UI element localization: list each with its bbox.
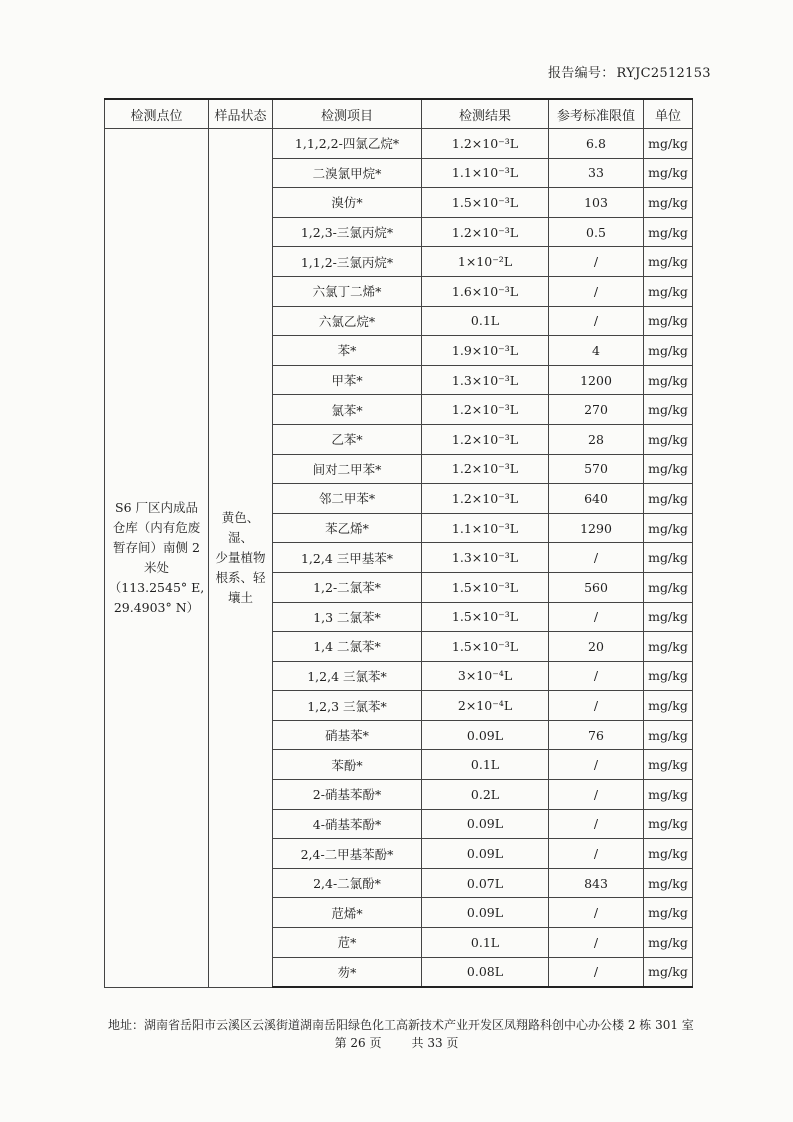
- result-cell: 1.1×10⁻³L: [422, 158, 549, 188]
- test-item-cell: 二溴氯甲烷*: [273, 158, 422, 188]
- test-item-cell: 甲苯*: [273, 365, 422, 395]
- sample-state-line: 根系、轻: [215, 569, 266, 585]
- report-number-label: 报告编号：: [548, 66, 615, 81]
- test-item-cell: 1,2,4 三甲基苯*: [273, 543, 422, 573]
- result-cell: 1.3×10⁻³L: [422, 365, 549, 395]
- limit-cell: 1290: [549, 513, 644, 543]
- limit-cell: 270: [549, 395, 644, 425]
- limit-cell: 4: [549, 336, 644, 366]
- sampling-site-line: （113.2545° E,: [108, 579, 205, 595]
- table-body: [105, 129, 693, 988]
- unit-cell: mg/kg: [644, 809, 693, 839]
- unit-cell: mg/kg: [644, 306, 693, 336]
- limit-cell: /: [549, 306, 644, 336]
- column-header-sample-state: 样品状态: [209, 99, 273, 129]
- test-item-cell: 苯酚*: [273, 750, 422, 780]
- column-header-site: 检测点位: [105, 99, 209, 129]
- footer-address: 地址：湖南省岳阳市云溪区云溪街道湖南岳阳绿色化工高新技术产业开发区凤翔路科创中心办公楼 2 栋 301 室: [108, 1018, 694, 1032]
- column-header-test-item: 检测项目: [273, 99, 422, 129]
- result-cell: 1.5×10⁻³L: [422, 632, 549, 662]
- limit-cell: 103: [549, 188, 644, 218]
- test-item-cell: 间对二甲苯*: [273, 454, 422, 484]
- test-item-cell: 1,2,4 三氯苯*: [273, 661, 422, 691]
- test-item-cell: 1,2,3 三氯苯*: [273, 691, 422, 721]
- unit-cell: mg/kg: [644, 839, 693, 869]
- column-header-result: 检测结果: [422, 99, 549, 129]
- unit-cell: mg/kg: [644, 188, 693, 218]
- column-header-limit: 参考标准限值: [549, 99, 644, 129]
- test-item-cell: 1,2-二氯苯*: [273, 572, 422, 602]
- page-total: 共 33 页: [411, 1036, 459, 1050]
- result-cell: 1.5×10⁻³L: [422, 188, 549, 218]
- result-cell: 0.1L: [422, 928, 549, 958]
- report-number-value: RYJC2512153: [616, 66, 711, 81]
- limit-cell: 570: [549, 454, 644, 484]
- result-cell: 1.2×10⁻³L: [422, 424, 549, 454]
- unit-cell: mg/kg: [644, 691, 693, 721]
- sampling-site-cell: [105, 129, 209, 988]
- sample-state-cell: [209, 129, 273, 988]
- unit-cell: mg/kg: [644, 247, 693, 277]
- table-row: [105, 129, 693, 159]
- limit-cell: /: [549, 691, 644, 721]
- unit-cell: mg/kg: [644, 276, 693, 306]
- test-item-cell: 1,4 二氯苯*: [273, 632, 422, 662]
- result-cell: 0.08L: [422, 957, 549, 987]
- test-item-cell: 苯*: [273, 336, 422, 366]
- limit-cell: /: [549, 928, 644, 958]
- result-cell: 1.6×10⁻³L: [422, 276, 549, 306]
- sample-state-line: 少量植物: [215, 549, 266, 565]
- unit-cell: mg/kg: [644, 336, 693, 366]
- limit-cell: 560: [549, 572, 644, 602]
- limit-cell: /: [549, 602, 644, 632]
- test-item-cell: 芴*: [273, 957, 422, 987]
- test-item-cell: 溴仿*: [273, 188, 422, 218]
- limit-cell: /: [549, 957, 644, 987]
- limit-cell: /: [549, 247, 644, 277]
- sample-state-line: 壤土: [227, 589, 253, 605]
- unit-cell: mg/kg: [644, 602, 693, 632]
- test-item-cell: 1,1,2,2-四氯乙烷*: [273, 129, 422, 159]
- unit-cell: mg/kg: [644, 454, 693, 484]
- test-item-cell: 邻二甲苯*: [273, 484, 422, 514]
- test-item-cell: 1,2,3-三氯丙烷*: [273, 217, 422, 247]
- limit-cell: /: [549, 750, 644, 780]
- result-cell: 1.3×10⁻³L: [422, 543, 549, 573]
- result-cell: 1.2×10⁻³L: [422, 484, 549, 514]
- limit-cell: /: [549, 809, 644, 839]
- test-item-cell: 1,3 二氯苯*: [273, 602, 422, 632]
- result-cell: 1.1×10⁻³L: [422, 513, 549, 543]
- unit-cell: mg/kg: [644, 661, 693, 691]
- unit-cell: mg/kg: [644, 868, 693, 898]
- test-item-cell: 1,1,2-三氯丙烷*: [273, 247, 422, 277]
- test-item-cell: 4-硝基苯酚*: [273, 809, 422, 839]
- unit-cell: mg/kg: [644, 484, 693, 514]
- test-item-cell: 乙苯*: [273, 424, 422, 454]
- result-cell: 0.09L: [422, 839, 549, 869]
- sampling-site-line: 米处: [143, 559, 169, 575]
- result-cell: 1.5×10⁻³L: [422, 572, 549, 602]
- result-cell: 0.1L: [422, 750, 549, 780]
- unit-cell: mg/kg: [644, 632, 693, 662]
- limit-cell: 0.5: [549, 217, 644, 247]
- result-cell: 1.5×10⁻³L: [422, 602, 549, 632]
- unit-cell: mg/kg: [644, 898, 693, 928]
- test-item-cell: 苊*: [273, 928, 422, 958]
- result-cell: 0.1L: [422, 306, 549, 336]
- limit-cell: 1200: [549, 365, 644, 395]
- limit-cell: /: [549, 898, 644, 928]
- limit-cell: /: [549, 276, 644, 306]
- result-cell: 2×10⁻⁴L: [422, 691, 549, 721]
- limit-cell: 640: [549, 484, 644, 514]
- test-item-cell: 2,4-二甲基苯酚*: [273, 839, 422, 869]
- test-item-cell: 六氯乙烷*: [273, 306, 422, 336]
- test-item-cell: 硝基苯*: [273, 720, 422, 750]
- unit-cell: mg/kg: [644, 720, 693, 750]
- limit-cell: /: [549, 780, 644, 810]
- limit-cell: /: [549, 661, 644, 691]
- unit-cell: mg/kg: [644, 513, 693, 543]
- unit-cell: mg/kg: [644, 395, 693, 425]
- test-item-cell: 苊烯*: [273, 898, 422, 928]
- unit-cell: mg/kg: [644, 129, 693, 159]
- sampling-site-line: 仓库（内有危废: [112, 519, 201, 535]
- unit-cell: mg/kg: [644, 217, 693, 247]
- result-cell: 0.09L: [422, 720, 549, 750]
- limit-cell: /: [549, 543, 644, 573]
- test-item-cell: 2,4-二氯酚*: [273, 868, 422, 898]
- unit-cell: mg/kg: [644, 750, 693, 780]
- page-current: 第 26 页: [334, 1036, 382, 1050]
- unit-cell: mg/kg: [644, 365, 693, 395]
- unit-cell: mg/kg: [644, 572, 693, 602]
- unit-cell: mg/kg: [644, 158, 693, 188]
- result-cell: 1×10⁻²L: [422, 247, 549, 277]
- test-results-table: [104, 98, 693, 988]
- limit-cell: 76: [549, 720, 644, 750]
- result-cell: 0.2L: [422, 780, 549, 810]
- result-cell: 0.09L: [422, 809, 549, 839]
- result-cell: 1.2×10⁻³L: [422, 395, 549, 425]
- test-item-cell: 氯苯*: [273, 395, 422, 425]
- limit-cell: /: [549, 839, 644, 869]
- limit-cell: 20: [549, 632, 644, 662]
- limit-cell: 843: [549, 868, 644, 898]
- test-item-cell: 苯乙烯*: [273, 513, 422, 543]
- sampling-site-line: 29.4903° N）: [113, 599, 200, 615]
- unit-cell: mg/kg: [644, 928, 693, 958]
- unit-cell: mg/kg: [644, 424, 693, 454]
- sampling-site-line: S6 厂区内成品: [115, 499, 198, 515]
- result-cell: 0.07L: [422, 868, 549, 898]
- report-number: [548, 62, 711, 81]
- result-cell: 1.9×10⁻³L: [422, 336, 549, 366]
- unit-cell: mg/kg: [644, 957, 693, 987]
- result-cell: 3×10⁻⁴L: [422, 661, 549, 691]
- result-cell: 1.2×10⁻³L: [422, 217, 549, 247]
- column-header-unit: 单位: [644, 99, 693, 129]
- result-cell: 0.09L: [422, 898, 549, 928]
- table-header-row: [105, 99, 693, 129]
- page-footer: [0, 1034, 793, 1051]
- limit-cell: 33: [549, 158, 644, 188]
- sample-state-line: 黄色、湿、: [221, 509, 260, 545]
- result-cell: 1.2×10⁻³L: [422, 454, 549, 484]
- limit-cell: 28: [549, 424, 644, 454]
- unit-cell: mg/kg: [644, 780, 693, 810]
- limit-cell: 6.8: [549, 129, 644, 159]
- result-cell: 1.2×10⁻³L: [422, 129, 549, 159]
- unit-cell: mg/kg: [644, 543, 693, 573]
- sampling-site-line: 暂存间）南侧 2: [113, 539, 200, 555]
- test-item-cell: 六氯丁二烯*: [273, 276, 422, 306]
- test-item-cell: 2-硝基苯酚*: [273, 780, 422, 810]
